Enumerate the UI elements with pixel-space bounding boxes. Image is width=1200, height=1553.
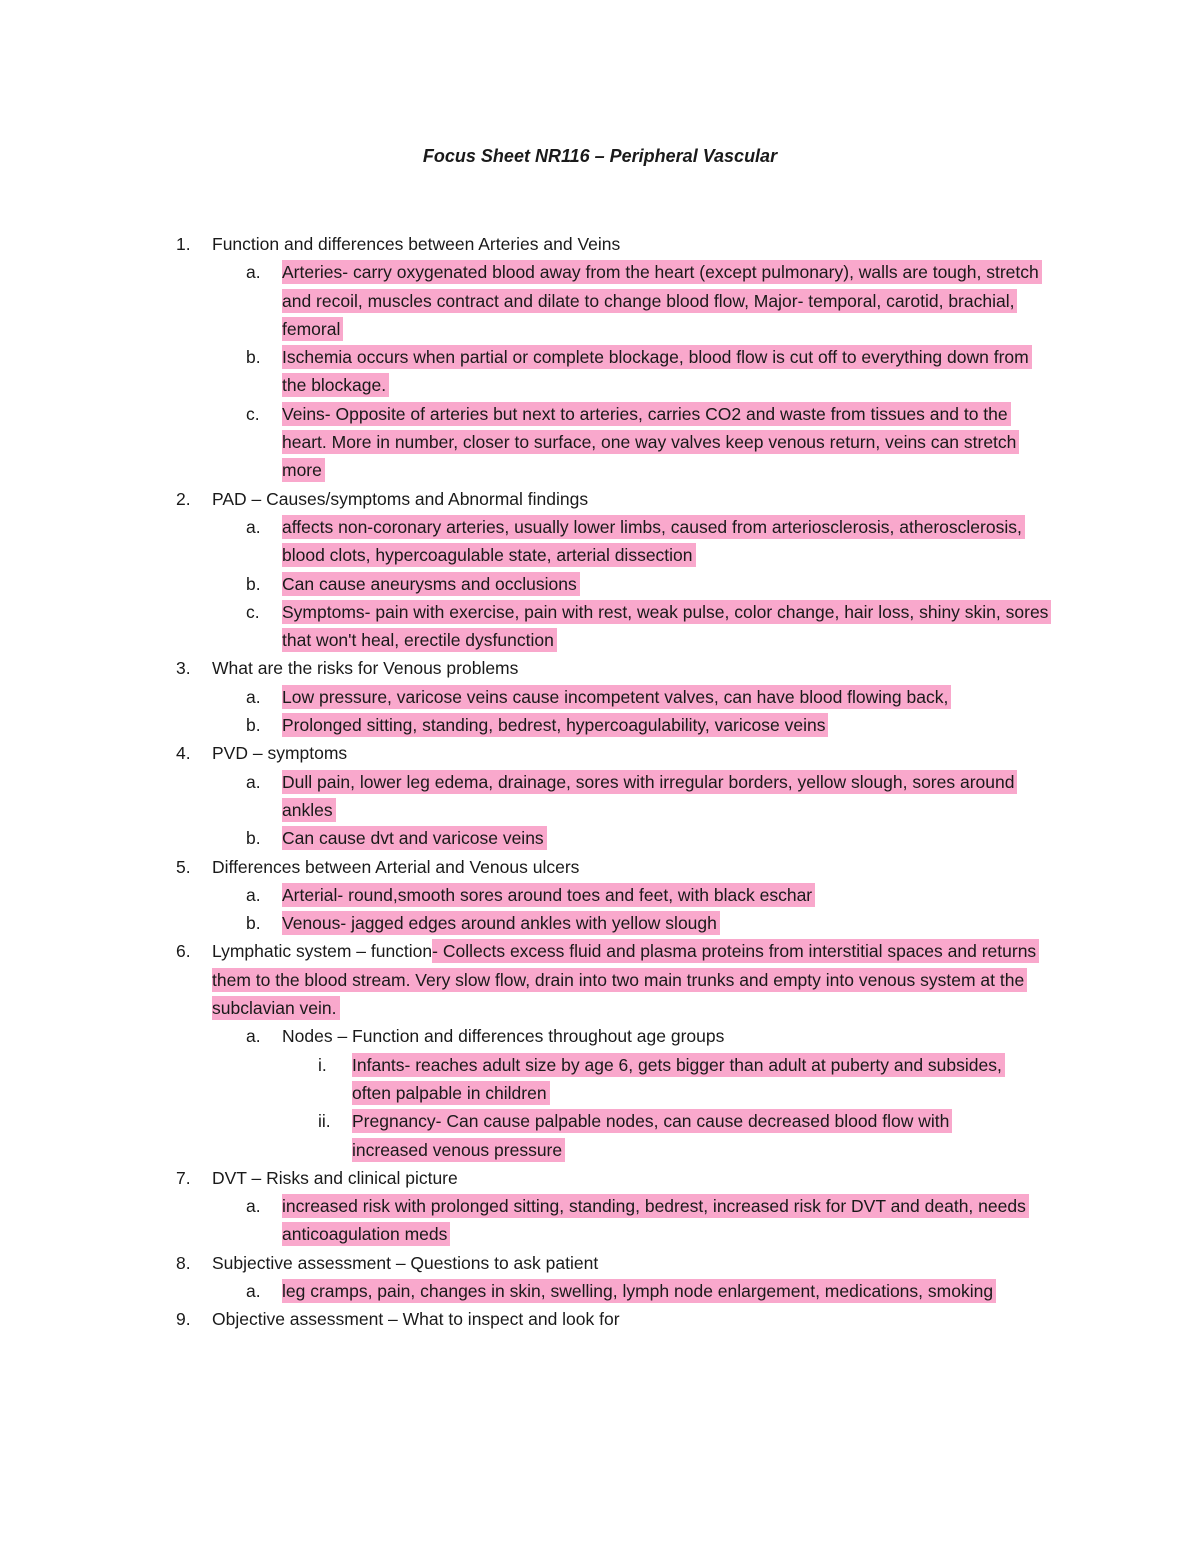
sub-list <box>212 881 1052 938</box>
list-item <box>0 485 1052 655</box>
sub-item <box>0 881 1052 909</box>
sub-item <box>0 824 1052 852</box>
sub-item-text: Nodes – Function and differences throughout age groups <box>282 1026 725 1047</box>
list-item <box>0 230 1052 485</box>
item-number: 2. <box>176 488 191 509</box>
sub-sub-item <box>0 1051 1002 1108</box>
item-number: 9. <box>176 1309 191 1330</box>
item-text: Lymphatic system – function <box>212 941 433 962</box>
highlighted-text: affects non-coronary arteries, usually lower limbs, caused from arteriosclerosis, atherosclerosis, blood clots, hypercoagulable state, arterial dissection <box>282 515 1025 567</box>
item-text: Function and differences between Arteries and Veins <box>212 234 621 254</box>
highlighted-text: Dull pain, lower leg edema, drainage, sores with irregular borders, yellow slough, sores around ankles <box>282 770 1017 822</box>
sub-item-letter: b. <box>246 715 261 736</box>
sub-item <box>0 1192 1052 1249</box>
highlighted-text: Arterial- round,smooth sores around toes and feet, with black eschar <box>282 883 815 907</box>
highlighted-text: Veins- Opposite of arteries but next to arteries, carries CO2 and waste from tissues and to the heart. More in number, closer to surface, one way valves keep venous return, veins can stretch more <box>282 402 1019 483</box>
sub-item <box>0 1277 1052 1305</box>
item-text: DVT – Risks and clinical picture <box>212 1167 458 1188</box>
list-item <box>0 937 1052 1163</box>
item-number: 5. <box>176 856 191 877</box>
sub-item <box>0 909 1052 937</box>
sub-item-letter: a. <box>246 516 261 537</box>
highlighted-text: Arteries- carry oxygenated blood away from the heart (except pulmonary), walls are tough, stretch and recoil, muscles contract and dilate to change blood flow, Major- temporal, carotid, brachial, femoral <box>282 260 1042 341</box>
highlighted-text: leg cramps, pain, changes in skin, swelling, lymph node enlargement, medications, smoking <box>282 1279 996 1303</box>
sub-item-letter: c. <box>246 601 260 622</box>
sub-item-letter: b. <box>246 913 261 934</box>
list-item <box>0 853 1052 938</box>
item-text: PAD – Causes/symptoms and Abnormal findings <box>212 488 589 509</box>
sub-item-letter: a. <box>246 1280 261 1301</box>
list-item <box>0 739 1052 852</box>
highlighted-text: Prolonged sitting, standing, bedrest, hypercoagulability, varicose veins <box>282 713 828 737</box>
item-number: 4. <box>176 743 191 764</box>
sub-item-letter: a. <box>246 771 261 792</box>
highlighted-text: Venous- jagged edges around ankles with yellow slough <box>282 911 720 935</box>
highlighted-text: Symptoms- pain with exercise, pain with rest, weak pulse, color change, hair loss, shiny skin, sores that won't heal, erectile dysfunction <box>282 600 1051 652</box>
sub-list <box>212 1192 1052 1249</box>
sub-item <box>0 768 1052 825</box>
highlighted-text: Pregnancy- Can cause palpable nodes, can cause decreased blood flow with increased venous pressure <box>352 1109 952 1161</box>
sub-list <box>212 513 1052 654</box>
sub-item-letter: a. <box>246 262 261 283</box>
outline <box>0 230 1200 1334</box>
sub-item <box>0 513 1052 570</box>
item-number: 6. <box>176 941 191 962</box>
sub-item <box>0 711 1052 739</box>
sub-item <box>0 343 1052 400</box>
page-title: Focus Sheet NR116 – Peripheral Vascular <box>422 146 778 166</box>
highlighted-text: - Collects excess fluid and plasma proteins from interstitial spaces and returns them to the blood stream. Very slow flow, drain into two main trunks and empty into venous system at the subclavian vein. <box>212 939 1039 1020</box>
item-text: Objective assessment – What to inspect and look for <box>212 1309 620 1330</box>
highlighted-text: Infants- reaches adult size by age 6, gets bigger than adult at puberty and subsides, often palpable in children <box>352 1053 1005 1105</box>
sub-sub-list <box>282 1051 1052 1164</box>
list-item <box>0 654 1052 739</box>
sub-item <box>0 258 1052 343</box>
sub-item <box>0 598 1052 655</box>
highlighted-text: Can cause dvt and varicose veins <box>282 826 547 850</box>
sub-item-letter: b. <box>246 347 261 368</box>
sub-item <box>0 683 1052 711</box>
item-text: Subjective assessment – Questions to ask patient <box>212 1252 599 1273</box>
list-item <box>0 1305 1052 1333</box>
sub-item-letter: c. <box>246 403 260 424</box>
highlighted-text: Ischemia occurs when partial or complete blockage, blood flow is cut off to everything down from the blockage. <box>282 345 1032 397</box>
item-text: What are the risks for Venous problems <box>212 658 519 679</box>
sub-list <box>212 1022 1052 1163</box>
sub-item <box>0 400 1052 485</box>
sub-item-letter: b. <box>246 828 261 849</box>
item-number: 3. <box>176 658 191 679</box>
item-text: PVD – symptoms <box>212 743 348 764</box>
sub-list <box>212 683 1052 740</box>
sub-sub-item-numeral: i. <box>318 1054 327 1075</box>
sub-list <box>212 258 1052 484</box>
highlighted-text: increased risk with prolonged sitting, standing, bedrest, increased risk for DVT and death, needs anticoagulation meds <box>282 1194 1029 1246</box>
sub-item-letter: a. <box>246 1026 261 1047</box>
sub-list <box>212 768 1052 853</box>
sub-item-letter: a. <box>246 686 261 707</box>
list-item <box>0 1249 1052 1306</box>
sub-item-letter: a. <box>246 884 261 905</box>
sub-sub-item <box>0 1107 1002 1164</box>
highlighted-text: Can cause aneurysms and occlusions <box>282 572 580 596</box>
item-number: 8. <box>176 1252 191 1273</box>
item-text: Differences between Arterial and Venous ulcers <box>212 856 580 877</box>
sub-item <box>0 1022 1052 1163</box>
sub-item-letter: a. <box>246 1196 261 1217</box>
highlighted-text: Low pressure, varicose veins cause incompetent valves, can have blood flowing back, <box>282 685 951 709</box>
main-list <box>0 230 1200 1334</box>
sub-list <box>212 1277 1052 1305</box>
item-number: 7. <box>176 1167 191 1188</box>
sub-item <box>0 570 1052 598</box>
sub-sub-item-numeral: ii. <box>318 1111 331 1132</box>
list-item <box>0 1164 1052 1249</box>
item-number: 1. <box>176 234 191 254</box>
sub-item-letter: b. <box>246 573 261 594</box>
